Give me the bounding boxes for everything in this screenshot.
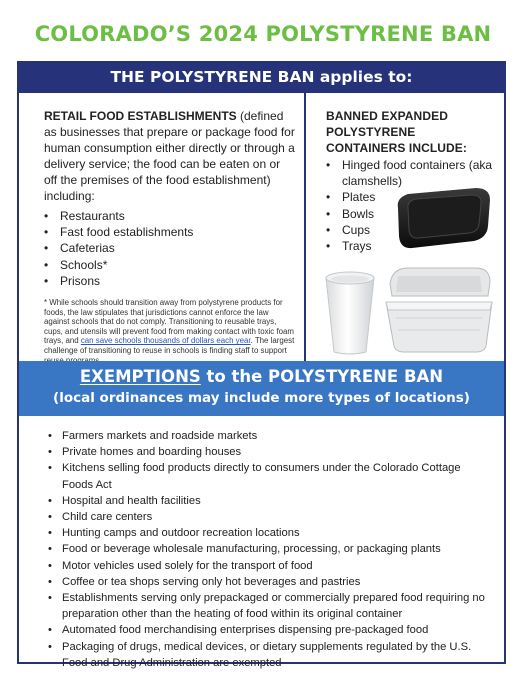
banned-containers-heading: BANNED EXPANDED POLYSTYRENE CONTAINERS INCLUDE: (326, 109, 468, 155)
exemption-item: • Motor vehicles used solely for the transport of food (48, 558, 488, 574)
exemption-item: • Food or beverage wholesale manufacturing, processing, or packaging plants (48, 541, 488, 557)
establishment-item: • Schools* (44, 257, 296, 273)
foam-clamshell-image (382, 262, 498, 356)
foam-tray-image (392, 186, 496, 250)
exemptions-subtitle: (local ordinances may include more types of locations) (53, 390, 470, 406)
exemption-item: • Kitchens selling food products directly to consumers under the Colorado Cottage Foods Act (48, 460, 488, 492)
savings-link[interactable]: can save schools thousands of dollars each year (80, 336, 251, 346)
establishment-item: • Cafeterias (44, 240, 296, 256)
page-title: COLORADO’S 2024 POLYSTYRENE BAN (34, 22, 492, 46)
establishment-item: • Fast food establishments (44, 224, 296, 240)
exemptions-title-rest: to the POLYSTYRENE BAN (200, 367, 444, 386)
exemptions-list (48, 428, 488, 671)
exemption-item: • Automated food merchandising enterprises dispensing pre-packaged food (48, 622, 488, 638)
retail-intro (44, 108, 296, 204)
foam-cup-image (322, 268, 378, 356)
applies-banner: THE POLYSTYRENE BAN applies to: (19, 63, 504, 93)
exemption-item: • Child care centers (48, 509, 488, 525)
establishment-list (44, 208, 296, 289)
establishment-item: • Restaurants (44, 208, 296, 224)
container-item: • Bowls (326, 206, 498, 222)
exemptions-banner (19, 361, 504, 416)
retail-heading: RETAIL FOOD ESTABLISHMENTS (44, 109, 237, 123)
container-item: • Trays (326, 238, 498, 254)
exemption-item: • Coffee or tea shops serving only hot beverages and pastries (48, 574, 488, 590)
footnote-text-end: . The largest challenge of transitioning to reuse in schools is finding staff to support (44, 336, 295, 355)
column-divider (304, 93, 306, 361)
exemption-item: • Farmers markets and roadside markets (48, 428, 488, 444)
exemption-item: • Packaging of drugs, medical devices, or dietary supplements regulated by the U.S. Food and Drug Administration are exempted (48, 639, 488, 671)
exemptions-word: EXEMPTIONS (79, 367, 201, 386)
establishment-item: • Prisons (44, 273, 296, 289)
exemptions-section (48, 424, 488, 671)
retail-establishments-section (44, 108, 296, 365)
container-item: • Cups (326, 222, 498, 238)
exemption-item: • Establishments serving only prepackaged or commercially prepared food requiring no preparation other than the heating of food within its original container (48, 590, 488, 622)
exemption-item: • Hunting camps and outdoor recreation locations (48, 525, 488, 541)
container-item: • Plates (326, 189, 498, 205)
exemption-item: • Private homes and boarding houses (48, 444, 488, 460)
retail-definition: (defined as businesses that prepare or package food for human consumption either directly or through a delivery service; the food can be eaten on or off the premises of the food establishment) including: (44, 109, 295, 203)
footnote-text: * While schools should transition away from polystyrene products for foods, the law stipulates that jurisdictions cannot enforce the law against schools that do not comply. Transitioning to reusable trays, cups, and utensils will prevent food from making contact with toxic foam trays, and (44, 298, 294, 346)
container-item: • Hinged food containers (aka clamshells) (326, 157, 498, 189)
exemption-item: • Hospital and health facilities (48, 493, 488, 509)
schools-footnote (44, 298, 296, 365)
